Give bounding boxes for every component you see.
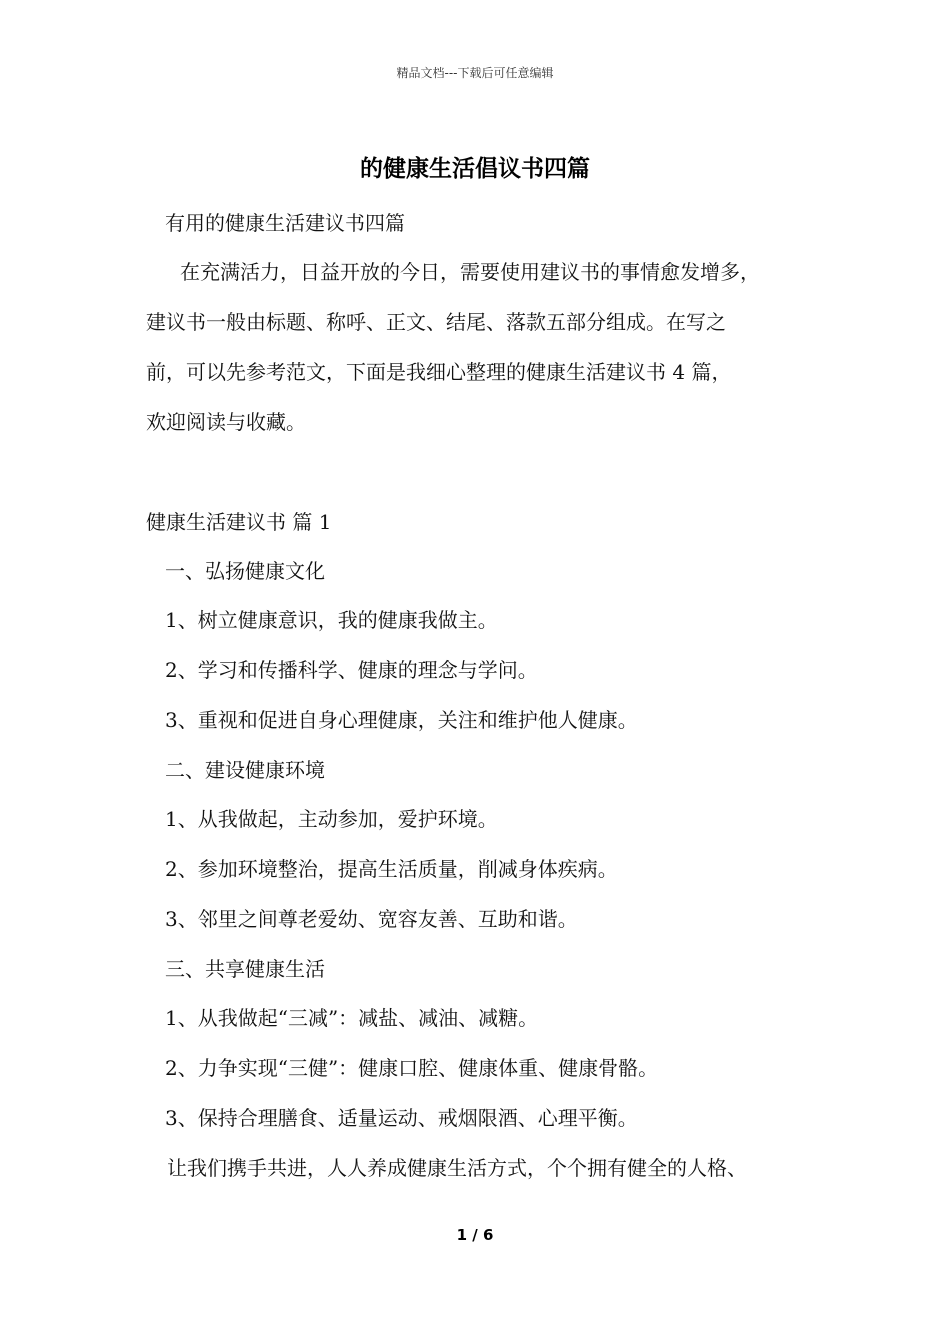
section-title: 健康生活建议书 篇 1 [146, 510, 332, 534]
list-item: 3、保持合理膳食、适量运动、戒烟限酒、心理平衡。 [165, 1106, 638, 1130]
subtitle: 有用的健康生活建议书四篇 [165, 211, 405, 235]
list-item: 2、学习和传播科学、健康的理念与学问。 [165, 658, 538, 682]
list-item: 2、力争实现“三健”：健康口腔、健康体重、健康骨骼。 [165, 1056, 659, 1080]
list-item: 1、从我做起“三减”：减盐、减油、减糖。 [165, 1006, 539, 1030]
list-item: 2、参加环境整治，提高生活质量，削减身体疾病。 [165, 857, 618, 881]
intro-line-4: 欢迎阅读与收藏。 [146, 410, 306, 434]
heading-3: 三、共享健康生活 [165, 957, 325, 981]
page-number: 1 / 6 [456, 1226, 494, 1244]
closing-line: 让我们携手共进，人人养成健康生活方式，个个拥有健全的人格、 [167, 1156, 747, 1180]
intro-line-1: 在充满活力，日益开放的今日，需要使用建议书的事情愈发增多， [180, 260, 760, 284]
heading-2: 二、建设健康环境 [165, 758, 325, 782]
document-title: 的健康生活倡议书四篇 [360, 155, 590, 182]
intro-line-3: 前，可以先参考范文，下面是我细心整理的健康生活建议书 4 篇， [146, 360, 732, 384]
intro-line-2: 建议书一般由标题、称呼、正文、结尾、落款五部分组成。在写之 [146, 310, 726, 334]
list-item: 3、邻里之间尊老爱幼、宽容友善、互助和谐。 [165, 907, 578, 931]
list-item: 3、重视和促进自身心理健康，关注和维护他人健康。 [165, 708, 638, 732]
list-item: 1、从我做起，主动参加，爱护环境。 [165, 807, 498, 831]
page-header: 精品文档---下载后可任意编辑 [396, 66, 554, 80]
heading-1: 一、弘扬健康文化 [165, 559, 325, 583]
list-item: 1、树立健康意识，我的健康我做主。 [165, 608, 498, 632]
